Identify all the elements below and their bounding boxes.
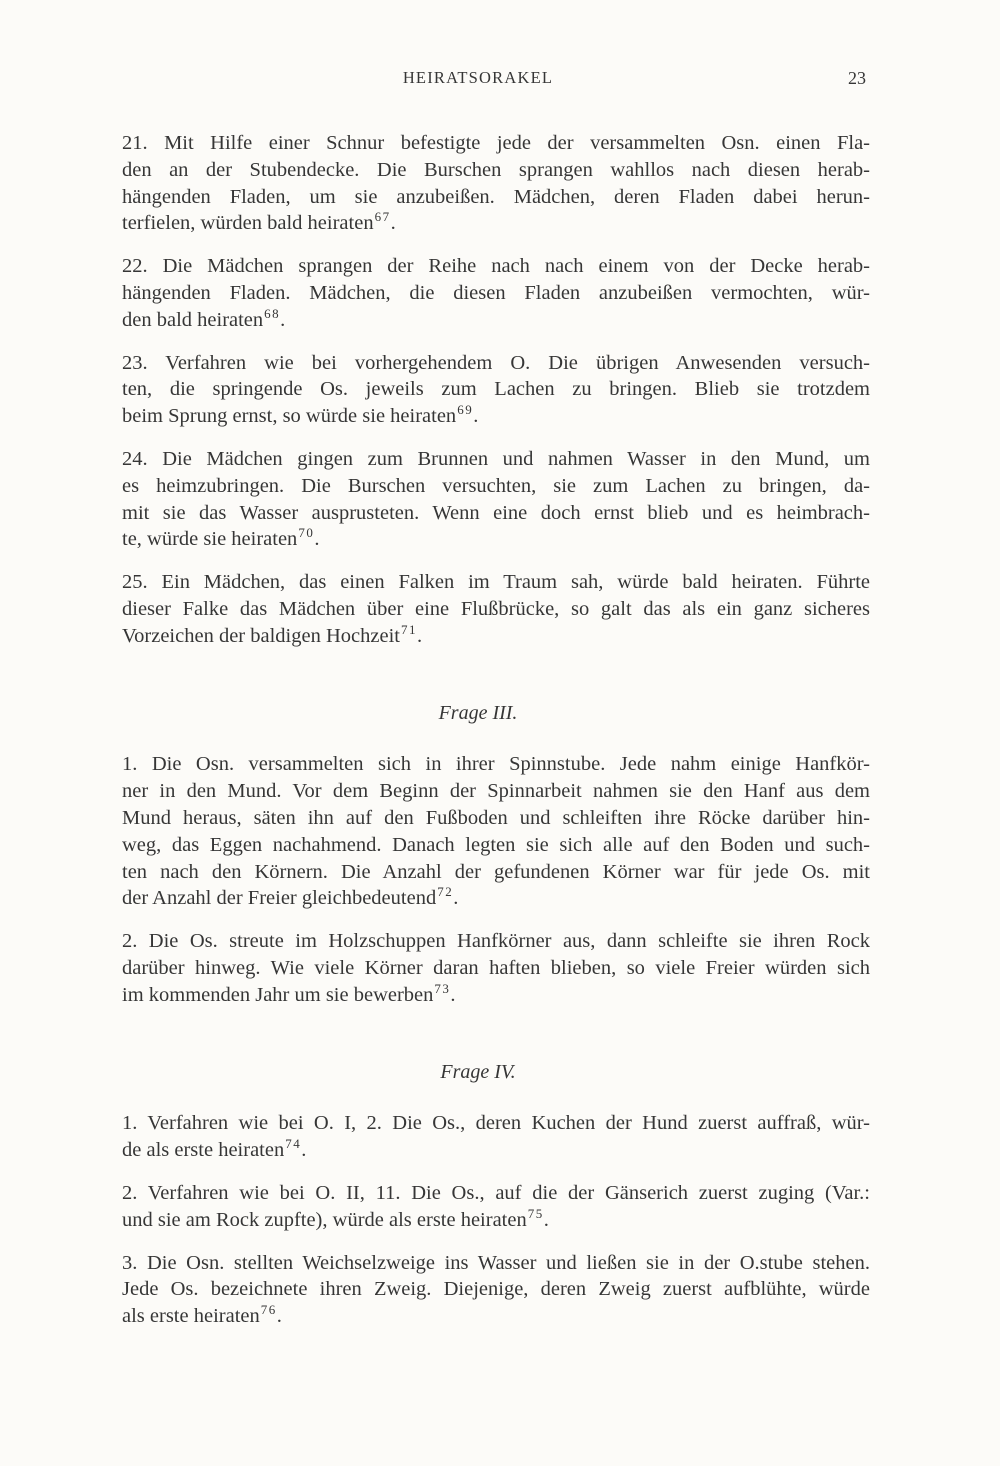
footnote-ref: 68	[264, 305, 281, 321]
text-line-last	[122, 526, 870, 553]
text-line: 25. Ein Mädchen, das einen Falken im Traum sah, würde bald heiraten. Führte	[122, 571, 870, 594]
line-end: .	[450, 983, 456, 1006]
text-line: ten, die springende Os. jeweils zum Lachen zu bringen. Blieb sie trotzdem	[122, 378, 870, 401]
footnote-ref: 73	[434, 980, 451, 996]
paragraph	[122, 130, 870, 237]
paragraph	[122, 1110, 870, 1164]
line-text: Vorzeichen der baldigen Hochzeit	[122, 624, 400, 647]
footnote-ref: 74	[285, 1136, 302, 1152]
paragraph	[122, 569, 870, 649]
paragraph	[122, 1180, 870, 1234]
paragraph	[122, 350, 870, 430]
text-line-last	[122, 403, 870, 430]
running-title: HEIRATSORAKEL	[402, 68, 554, 87]
paragraph	[122, 1250, 870, 1330]
text-line-last	[122, 307, 870, 334]
line-end: .	[276, 1305, 282, 1328]
text-line: Jede Os. bezeichnete ihren Zweig. Diejenige, deren Zweig zuerst aufblühte, würde	[122, 1278, 870, 1301]
text-line: 2. Die Os. streute im Holzschuppen Hanfkörner aus, dann schleifte sie ihren Rock	[122, 930, 870, 953]
line-text: beim Sprung ernst, so würde sie heiraten	[122, 405, 457, 428]
line-text: den bald heiraten	[122, 308, 264, 331]
text-line-last	[122, 982, 870, 1009]
footnote-ref: 76	[260, 1302, 277, 1318]
line-text: te, würde sie heiraten	[122, 528, 298, 551]
text-line: dieser Falke das Mädchen über eine Flußbrücke, so galt das als ein ganz sicheres	[122, 597, 870, 620]
line-end: .	[473, 405, 479, 428]
section	[122, 700, 870, 1009]
footnote-ref: 70	[298, 525, 315, 541]
text-line: 3. Die Osn. stellten Weichselzweige ins Wasser und ließen sie in der O.stube stehen.	[122, 1251, 870, 1274]
paragraph	[122, 751, 870, 912]
text-line: den an der Stubendecke. Die Burschen sprangen wahllos nach diesen herab-	[122, 158, 870, 181]
line-end: .	[543, 1208, 549, 1231]
text-line-last	[122, 1207, 870, 1234]
text-line-last	[122, 1137, 870, 1164]
line-end: .	[390, 212, 396, 235]
line-text: der Anzahl der Freier gleichbedeutend	[122, 887, 437, 910]
text-line: ner in den Mund. Vor dem Beginn der Spinnarbeit nahmen sie den Hanf aus dem	[122, 780, 870, 803]
text-line: 1. Die Osn. versammelten sich in ihrer Spinnstube. Jede nahm einige Hanfkör-	[122, 753, 870, 776]
text-line-last	[122, 885, 870, 912]
text-line: ten nach den Körnern. Die Anzahl der gefundenen Körner war für jede Os. mit	[122, 860, 870, 883]
footnote-ref: 72	[437, 884, 454, 900]
text-line: 2. Verfahren wie bei O. II, 11. Die Os., auf die der Gänserich zuerst zuging (Var.:	[122, 1181, 870, 1204]
section	[122, 130, 870, 650]
text-line: hängenden Fladen, um sie anzubeißen. Mädchen, deren Fladen dabei herun-	[122, 185, 870, 208]
line-text: als erste heiraten	[122, 1305, 260, 1328]
text-line: 22. Die Mädchen sprangen der Reihe nach nach einem von der Decke herab-	[122, 255, 870, 278]
text-line: weg, das Eggen nachahmend. Danach legten sie sich alle auf den Boden und such-	[122, 833, 870, 856]
line-end: .	[453, 887, 459, 910]
footnote-ref: 67	[374, 209, 391, 225]
footnote-ref: 69	[457, 402, 474, 418]
text-line: 23. Verfahren wie bei vorhergehendem O. Die übrigen Anwesenden versuch-	[122, 351, 870, 374]
line-text: de als erste heiraten	[122, 1139, 285, 1162]
line-end: .	[280, 308, 286, 331]
text-line: hängenden Fladen. Mädchen, die diesen Fladen anzubeißen vermochten, wür-	[122, 281, 870, 304]
line-text: und sie am Rock zupfte), würde als erste heiraten	[122, 1208, 527, 1231]
footnote-ref: 75	[527, 1205, 544, 1221]
text-line: es heimzubringen. Die Burschen versuchten, sie zum Lachen zu bringen, da-	[122, 474, 870, 497]
section-heading: Frage IV.	[440, 1060, 516, 1083]
paragraph	[122, 446, 870, 553]
page-number: 23	[848, 68, 866, 88]
line-end: .	[301, 1139, 307, 1162]
text-line: 21. Mit Hilfe einer Schnur befestigte jede der versammelten Osn. einen Fla-	[122, 132, 870, 154]
text-line: darüber hinweg. Wie viele Körner daran haften blieben, so viele Freier würden sich	[122, 956, 870, 979]
text-line-last	[122, 623, 870, 650]
text-line: mit sie das Wasser ausprusteten. Wenn eine doch ernst blieb und es heimbrach-	[122, 501, 870, 524]
section-heading: Frage III.	[438, 701, 518, 724]
running-header	[122, 66, 870, 90]
paragraph	[122, 928, 870, 1008]
text-line-last	[122, 1303, 870, 1330]
line-text: im kommenden Jahr um sie bewerben	[122, 983, 434, 1006]
text-line: Mund heraus, säten ihn auf den Fußboden und schleiften ihre Röcke darüber hin-	[122, 806, 870, 829]
text-line: 1. Verfahren wie bei O. I, 2. Die Os., deren Kuchen der Hund zuerst auffraß, wür-	[122, 1112, 870, 1135]
page-body	[122, 130, 870, 1330]
line-end: .	[416, 624, 423, 647]
section	[122, 1059, 870, 1330]
text-line-last	[122, 210, 870, 237]
line-text: terfielen, würden bald heiraten	[122, 212, 374, 235]
line-end: .	[314, 528, 320, 551]
footnote-ref: 71	[400, 621, 417, 637]
text-line: 24. Die Mädchen gingen zum Brunnen und nahmen Wasser in den Mund, um	[122, 447, 870, 470]
paragraph	[122, 253, 870, 333]
